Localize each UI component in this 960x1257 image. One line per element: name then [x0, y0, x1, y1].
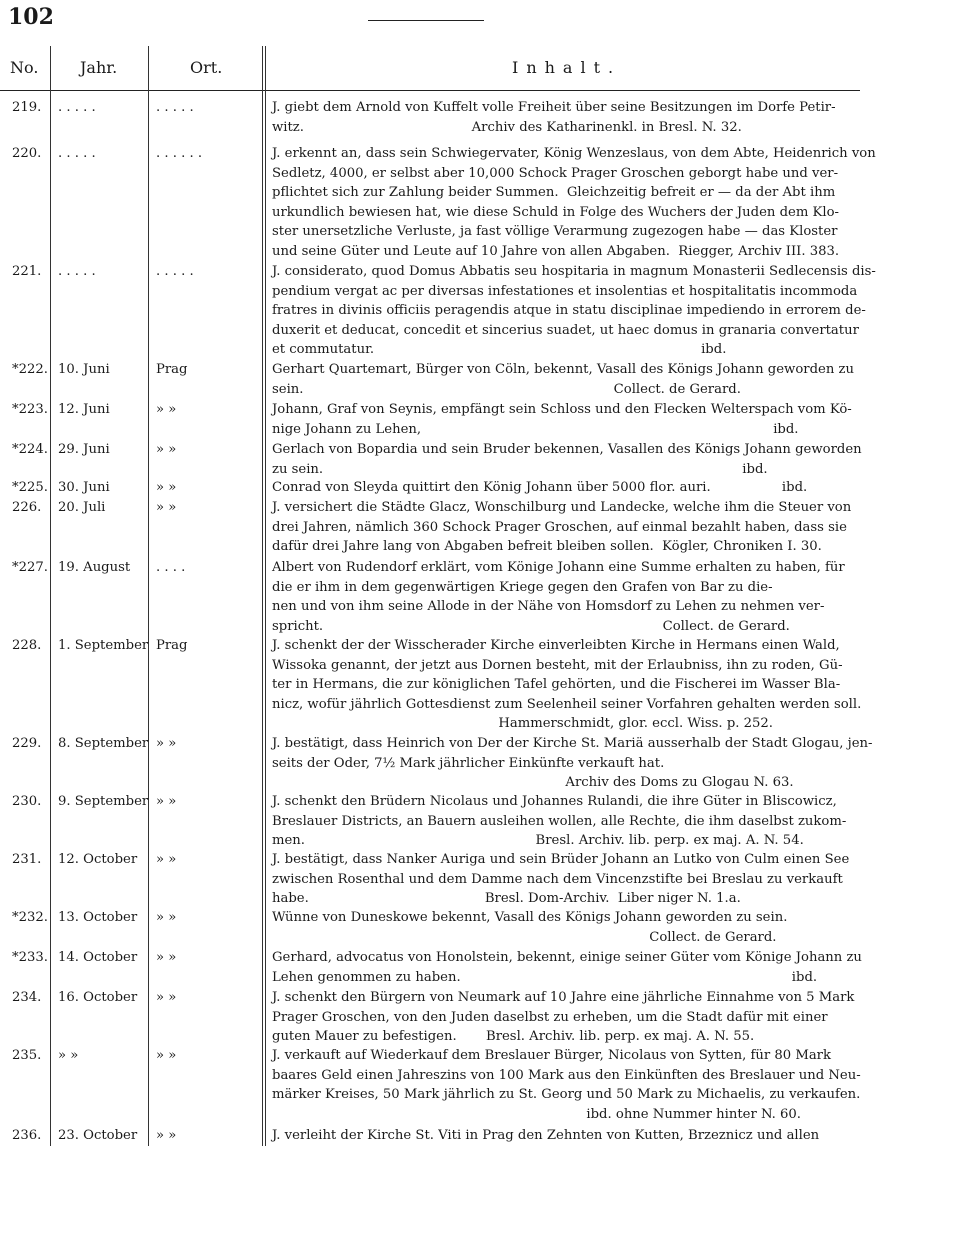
entry-number: *227. [12, 560, 48, 575]
entry-place: » » [156, 910, 177, 925]
entry-content-line: pendium vergat ac per diversas infestationes et insolentias et hospitalitatis incommoda [272, 283, 858, 299]
entry-date: » » [58, 1048, 79, 1063]
header-year: Jahr. [80, 58, 118, 77]
entry-date: 10. Juni [58, 362, 110, 377]
entry-content-line: et commutatur. ibd. [272, 342, 727, 357]
entry-content [272, 440, 862, 479]
entry-content-line: Prager Groschen, von den Juden daselbst zu erheben, um die Stadt dafür mit einer [272, 1009, 828, 1025]
entry-content-line: Gerhard, advocatus von Honolstein, bekennt, einige seiner Güter vom Könige Johann zu [272, 950, 862, 965]
entry-number: 235. [12, 1048, 42, 1063]
entry-content-line: Gerhart Quartemart, Bürger von Cöln, bekennt, Vasall des Königs Johann geworden zu [272, 362, 854, 377]
entry-content-line: märker Kreises, 50 Mark jährlich zu St. Georg und 50 Mark zu Michaelis, zu verkaufen. [272, 1087, 861, 1102]
entry-content-line: Lehen genommen zu haben. ibd. [272, 969, 818, 985]
entry-place: . . . . [156, 560, 186, 575]
entry-content [272, 1126, 850, 1146]
column-divider-place [262, 46, 263, 1146]
entry-place: » » [156, 990, 177, 1005]
entry-date: 13. October [58, 910, 138, 925]
entry-date: 9. September [58, 794, 149, 809]
column-divider-no [50, 46, 51, 1146]
entry-content-line: sein. Collect. de Gerard. [272, 381, 741, 397]
entry-place: » » [156, 442, 177, 457]
entry-content [272, 478, 850, 498]
entry-date: 8. September [58, 736, 149, 751]
entry-content-line: ster unersetzliche Verluste, ja fast völlige Verarmung zugezogen habe — das Kloster [272, 224, 838, 239]
entry-content [272, 98, 850, 137]
entry-content-line: nen und von ihm seine Allode in der Nähe von Homsdorf zu Lehen zu nehmen ver- [272, 599, 825, 614]
entry-content-line: Wissoka genannt, der jetzt aus Dornen besteht, mit der Erlaubniss, ihn zu roden, Gü- [272, 657, 843, 673]
entry-content-line: habe. Bresl. Dom-Archiv. Liber niger N. 1.a. [272, 891, 741, 906]
entry-place: » » [156, 950, 177, 965]
entry-content-line: urkundlich bewiesen hat, wie diese Schuld in Folge des Wuchers der Juden dem Klo- [272, 204, 840, 220]
header-place: Ort. [190, 58, 223, 77]
column-divider-place-double [265, 46, 266, 1146]
header-divider [0, 90, 860, 91]
entry-date: . . . . . [58, 264, 96, 279]
entry-number: 231. [12, 852, 42, 867]
entry-content-line: duxerit et deducat, concedit et sincerius suadet, ut haec domus in granaria convertatur [272, 322, 859, 338]
entry-content [272, 558, 850, 636]
entry-content [272, 908, 850, 947]
entry-date: 1. September [58, 638, 149, 653]
entry-date: 12. Juni [58, 402, 110, 417]
entry-place: » » [156, 402, 177, 417]
entry-number: 226. [12, 500, 42, 515]
entry-date: 16. October [58, 990, 138, 1005]
entry-content-line: drei Jahren, nämlich 360 Schock Prager Groschen, auf einmal bezahlt haben, dass sie [272, 519, 847, 535]
entry-date: 20. Juli [58, 500, 106, 515]
entry-place: . . . . . . [156, 146, 203, 161]
page-number: 102 [8, 4, 54, 30]
entry-content-line: seits der Oder, 7½ Mark jährlicher Einkünfte verkauft hat. [272, 755, 665, 771]
entry-date: . . . . . [58, 100, 96, 115]
entry-number: 228. [12, 638, 42, 653]
entry-content-line: J. erkennt an, dass sein Schwiegervater, König Wenzeslaus, von dem Abte, Heidenrich von [272, 146, 876, 161]
entry-content [272, 262, 876, 360]
entry-content-line: J. verleiht der Kirche St. Viti in Prag den Zehnten von Kutten, Brzeznicz und allen [272, 1128, 820, 1143]
entry-content [272, 360, 854, 399]
table-header [0, 54, 960, 86]
entry-content-line: Archiv des Doms zu Glogau N. 63. [272, 775, 794, 790]
entry-place: » » [156, 1048, 177, 1063]
entry-date: 23. October [58, 1128, 138, 1143]
entry-date: 29. Juni [58, 442, 110, 457]
entry-content-line: J. schenkt den Brüdern Nicolaus und Johannes Rulandi, die ihre Güter in Bliscowicz, [272, 794, 837, 809]
entry-date: 14. October [58, 950, 138, 965]
entry-content-line: J. verkauft auf Wiederkauf dem Breslauer Bürger, Nicolaus von Sytten, für 80 Mark [272, 1048, 831, 1063]
entry-number: *224. [12, 442, 48, 457]
header-no: No. [10, 58, 39, 77]
top-rule [368, 20, 484, 21]
entry-content-line: zu sein. ibd. [272, 461, 768, 477]
entry-place: » » [156, 852, 177, 867]
entry-place: . . . . . [156, 100, 194, 115]
entry-date: . . . . . [58, 146, 96, 161]
entry-place: » » [156, 1128, 177, 1143]
entry-content-line: J. schenkt den Bürgern von Neumark auf 10 Jahre eine jährliche Einnahme von 5 Mark [272, 990, 855, 1005]
entry-place: Prag [156, 362, 188, 377]
entry-content [272, 988, 855, 1047]
entry-content-line: zwischen Rosenthal und dem Damme nach dem Vincenzstifte bei Breslau zu verkauft [272, 871, 843, 887]
entry-content [272, 144, 876, 261]
entry-content-line: Wünne von Duneskowe bekennt, Vasall des Königs Johann geworden zu sein. [272, 910, 788, 925]
entry-content [272, 792, 850, 851]
entry-place: » » [156, 500, 177, 515]
entry-number: 221. [12, 264, 42, 279]
entry-content-line: Breslauer Districts, an Bauern ausleihen wollen, alle Rechte, die ihm daselbst zukom- [272, 813, 847, 829]
entry-content [272, 850, 850, 909]
entry-content-line: nicz, wofür jährlich Gottesdienst zum Seelenheil seiner Vorfahren gehalten werden soll. [272, 696, 862, 712]
entry-number: 220. [12, 146, 42, 161]
entry-content-line: Gerlach von Bopardia und sein Bruder bekennen, Vasallen des Königs Johann geworden [272, 442, 862, 457]
entry-number: 230. [12, 794, 42, 809]
column-divider-year [148, 46, 149, 1146]
entry-place: Prag [156, 638, 188, 653]
entry-content [272, 636, 862, 734]
entry-content [272, 734, 873, 793]
entry-content-line: dafür drei Jahre lang von Abgaben befreit bleiben sollen. Kögler, Chroniken I. 30. [272, 539, 822, 554]
entry-date: 30. Juni [58, 480, 110, 495]
entry-content-line: Albert von Rudendorf erklärt, vom Könige Johann eine Summe erhalten zu haben, für [272, 560, 845, 575]
entry-content-line: witz. Archiv des Katharinenkl. in Bresl. N. 32. [272, 119, 742, 135]
entry-content-line: J. bestätigt, dass Heinrich von Der der Kirche St. Mariä ausserhalb der Stadt Glogau, jen- [272, 736, 873, 751]
entry-content-line: guten Mauer zu befestigen. Bresl. Archiv. lib. perp. ex maj. A. N. 55. [272, 1029, 755, 1044]
entry-content-line: und seine Güter und Leute auf 10 Jahre von allen Abgaben. Riegger, Archiv III. 383. [272, 243, 840, 259]
entry-content-line: Johann, Graf von Seynis, empfängt sein Schloss und den Flecken Welterspach vom Kö- [272, 402, 852, 417]
entry-date: 12. October [58, 852, 138, 867]
entry-content-line: Collect. de Gerard. [272, 929, 777, 945]
entry-number: *225. [12, 480, 48, 495]
entry-content-line: die er ihm in dem gegenwärtigen Kriege gegen den Grafen von Bar zu die- [272, 579, 773, 595]
header-content: Inhalt. [512, 58, 622, 77]
entry-content-line: Conrad von Sleyda quittirt den König Johann über 5000 flor. auri. ibd. [272, 480, 808, 495]
entry-number: *232. [12, 910, 48, 925]
entry-place: » » [156, 480, 177, 495]
entry-content-line: baares Geld einen Jahreszins von 100 Mark aus den Einkünften des Breslauer und Neu- [272, 1067, 861, 1083]
entry-number: *222. [12, 362, 48, 377]
entry-content-line: pflichtet sich zur Zahlung beider Summen. Gleichzeitig befreit er — da der Abt ihm [272, 185, 836, 200]
entry-content [272, 1046, 861, 1124]
entry-place: » » [156, 736, 177, 751]
entry-content [272, 498, 850, 557]
entry-place: » » [156, 794, 177, 809]
entry-content-line: ibd. ohne Nummer hinter N. 60. [272, 1106, 801, 1122]
entry-content-line: men. Bresl. Archiv. lib. perp. ex maj. A. N. 54. [272, 833, 804, 848]
entry-number: 219. [12, 100, 42, 115]
entry-content-line: Sedletz, 4000, er selbst aber 10,000 Schock Prager Groschen geborgt habe und ver- [272, 165, 839, 181]
entry-content-line: J. schenkt der der Wisscherader Kirche einverleibten Kirche in Hermans einen Wald, [272, 638, 840, 653]
entry-number: 229. [12, 736, 42, 751]
entry-number: 236. [12, 1128, 42, 1143]
entry-content [272, 400, 850, 439]
entry-content-line: J. giebt dem Arnold von Kuffelt volle Freiheit über seine Besitzungen im Dorfe Petir- [272, 100, 836, 115]
entry-content-line: nige Johann zu Lehen, ibd. [272, 421, 799, 437]
entry-content-line: J. considerato, quod Domus Abbatis seu hospitaria in magnum Monasterii Sedlecensis dis- [272, 264, 876, 279]
entry-content-line: Hammerschmidt, glor. eccl. Wiss. p. 252. [272, 716, 774, 731]
entry-content-line: ter in Hermans, die zur königlichen Tafel gehörten, und die Fischerei im Wasser Bla- [272, 677, 841, 692]
entry-place: . . . . . [156, 264, 194, 279]
entry-number: 234. [12, 990, 42, 1005]
entry-content [272, 948, 862, 987]
entry-content-line: J. bestätigt, dass Nanker Auriga und sein Brüder Johann an Lutko von Culm einen See [272, 852, 850, 867]
entry-number: *233. [12, 950, 48, 965]
entry-content-line: J. versichert die Städte Glacz, Wonschilburg und Landecke, welche ihm die Steuer von [272, 500, 852, 515]
entry-number: *223. [12, 402, 48, 417]
entry-content-line: fratres in divinis officiis peragendis atque in statu disciplinae impediendo in errorem de- [272, 303, 866, 318]
entry-date: 19. August [58, 560, 131, 575]
entry-content-line: spricht. Collect. de Gerard. [272, 618, 790, 634]
